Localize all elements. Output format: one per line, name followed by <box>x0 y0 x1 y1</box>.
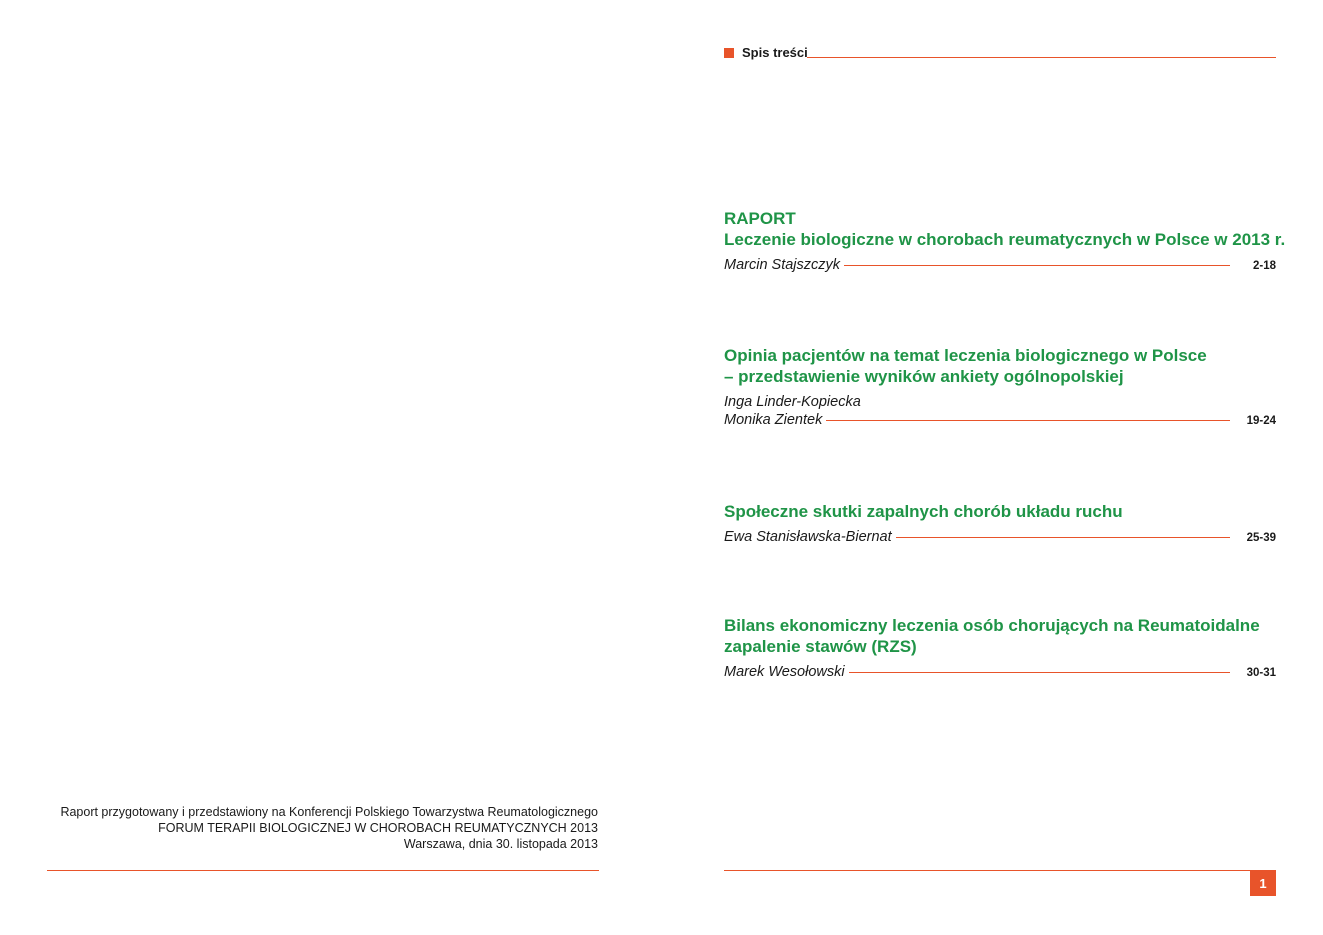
toc-entry-title: Społeczne skutki zapalnych chorób układu ruchu <box>724 502 1123 521</box>
toc-entry-title: Leczenie biologiczne w chorobach reumatycznych w Polsce w 2013 r. <box>724 230 1286 249</box>
report-note-line: Warszawa, dnia 30. listopada 2013 <box>403 837 598 851</box>
toc-entry-pages: 19-24 <box>1246 415 1276 427</box>
toc-entry-title: – przedstawienie wyników ankiety ogólnopolskiej <box>724 367 1124 386</box>
toc-entry-pages: 30-31 <box>1246 667 1276 679</box>
toc-entry-author: Marek Wesołowski <box>724 664 845 680</box>
toc-entry-author: Ewa Stanisławska-Biernat <box>724 529 892 545</box>
right-footer-divider <box>724 870 1276 871</box>
toc-entry[interactable] <box>724 501 1276 547</box>
dot-leader <box>844 265 1230 266</box>
toc-entry-author: Marcin Stajszczyk <box>724 257 841 273</box>
report-note-line: Raport przygotowany i przedstawiony na Konferencji Polskiego Towarzystwa Reumatologicznego <box>60 805 598 819</box>
page-number-badge: 1 <box>1250 871 1276 896</box>
toc-entry-title: Opinia pacjentów na temat leczenia biologicznego w Polsce <box>724 346 1207 365</box>
header-bullet-square <box>724 48 734 58</box>
left-footer-divider <box>47 870 599 871</box>
toc-entry-author-row <box>724 411 1276 430</box>
toc-entry-author: Monika Zientek <box>724 412 823 428</box>
toc-heading: Spis treści <box>742 45 808 60</box>
dot-leader <box>896 537 1230 538</box>
dot-leader <box>849 672 1230 673</box>
toc-entry-author-row <box>724 663 1276 682</box>
toc-entry-pages: 2-18 <box>1252 260 1276 272</box>
toc-entry-pages: 25-39 <box>1246 532 1276 544</box>
toc-entry[interactable] <box>724 208 1286 275</box>
header-divider <box>807 57 1276 58</box>
toc-entry[interactable] <box>724 345 1276 430</box>
toc-entry-author-row <box>724 528 1276 547</box>
toc-entry[interactable] <box>724 615 1276 682</box>
report-note-line: FORUM TERAPII BIOLOGICZNEJ W CHOROBACH REUMATYCZNYCH 2013 <box>158 821 598 835</box>
toc-entry-title: RAPORT <box>724 209 796 228</box>
toc-entry-title: zapalenie stawów (RZS) <box>724 637 917 656</box>
toc-entry-title: Bilans ekonomiczny leczenia osób chorujących na Reumatoidalne <box>724 616 1260 635</box>
report-note <box>40 804 598 852</box>
toc-entry-author-row <box>724 256 1276 275</box>
toc-entry-author: Inga Linder-Kopiecka <box>724 394 861 410</box>
dot-leader <box>826 420 1230 421</box>
